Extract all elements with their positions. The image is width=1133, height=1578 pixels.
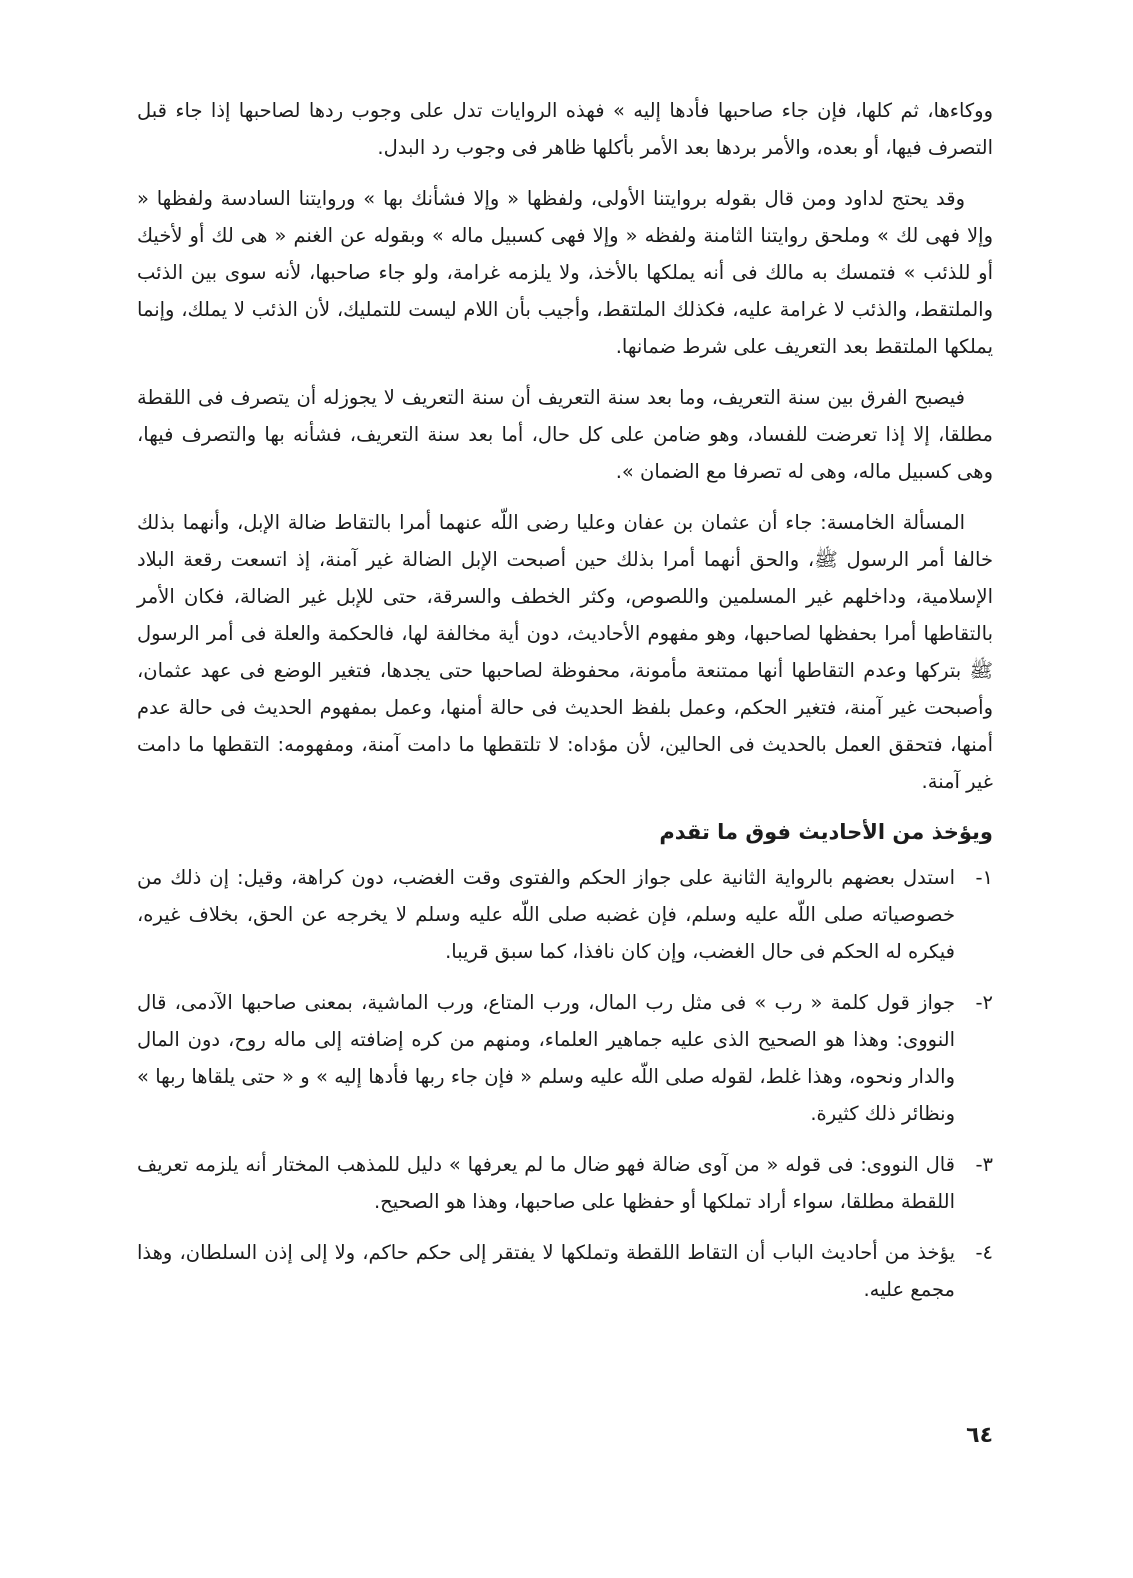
list-item-number: ٢- — [975, 991, 993, 1014]
page-number: ٦٤ — [966, 1423, 993, 1448]
list-item-text: استدل بعضهم بالرواية الثانية على جواز الحكم والفتوى وقت الغضب، دون كراهة، وقيل: إن ذلك من خصوصياته صلى اللّه عليه وسلم، فإن غضبه صلى اللّه عليه وسلم لا يخرجه عن الحق، بخلاف غيره، فيكره له الحكم فى حال الغضب، وإن كان نافذا، كما سبق قريبا. — [137, 866, 955, 963]
list-item-number: ٤- — [975, 1241, 993, 1264]
benefits-list — [137, 859, 993, 1308]
list-item — [137, 984, 993, 1132]
paragraph-fifth-issue: المسألة الخامسة: جاء أن عثمان بن عفان وعليا رضى اللّه عنهما أمرا بالتقاط ضالة الإبل، وأنهما بذلك خالفا أمر الرسول ﷺ، والحق أنهما أمرا بذلك حين أصبحت الإبل الضالة غير آمنة، إذ اتسعت رقعة البلاد الإسلامية، وداخلهم غير المسلمين واللصوص، وكثر الخطف والسرقة، حتى للإبل غير الضالة، فكان الأمر بالتقاطها أمرا بحفظها لصاحبها، وهو مفهوم الأحاديث، دون أية مخالفة لها، فالحكمة والعلة فى أمر الرسول ﷺ بتركها وعدم التقاطها أنها ممتنعة مأمونة، محفوظة لصاحبها حتى يجدها، فتغير الوضع فى عهد عثمان، وأصبحت غير آمنة، فتغير الحكم، وعمل بلفظ الحديث فى حالة أمنها، وعمل بمفهوم الحديث فى حالة عدم أمنها، فتحقق العمل بالحديث فى الحالين، لأن مؤداه: لا تلتقطها ما دامت آمنة، ومفهومه: التقطها ما دامت غير آمنة. — [137, 511, 993, 793]
page-content — [137, 92, 993, 1322]
paragraph-dawud-argument: وقد يحتج لداود ومن قال بقوله بروايتنا الأولى، ولفظها « وإلا فشأنك بها » وروايتنا السادسة ولفظها « وإلا فهى لك » وملحق روايتنا الثامنة ولفظه « وإلا فهى كسبيل ماله » وبقوله عن الغنم « هى لك أو لأخيك أو للذئب » فتمسك به مالك فى أنه يملكها بالأخذ، ولا يلزمه غرامة، ولو جاء صاحبها، لأنه سوى بين الذئب والملتقط، والذئب لا غرامة عليه، فكذلك الملتقط، وأجيب بأن اللام ليست للتمليك، لأن الذئب لا يملك، وإنما يملكها الملتقط بعد التعريف على شرط ضمانها. — [137, 187, 993, 358]
list-item-number: ١- — [975, 866, 993, 889]
list-item — [137, 1234, 993, 1308]
list-item — [137, 859, 993, 970]
list-item-text: جواز قول كلمة « رب » فى مثل رب المال، ورب المتاع، ورب الماشية، بمعنى صاحبها الآدمى، قال النووى: وهذا هو الصحيح الذى عليه جماهير العلماء، ومنهم من كره إضافته إلى ماله روح، دون المال والدار ونحوه، وهذا غلط، لقوله صلى اللّه عليه وسلم « فإن جاء ربها فأدها إليه » و « حتى يلقاها ربها » ونظائر ذلك كثيرة. — [137, 991, 955, 1125]
list-item-text: قال النووى: فى قوله « من آوى ضالة فهو ضال ما لم يعرفها » دليل للمذهب المختار أنه يلزمه تعريف اللقطة مطلقا، سواء أراد تملكها أو حفظها على صاحبها، وهذا هو الصحيح. — [137, 1153, 955, 1213]
section-heading: ويؤخذ من الأحاديث فوق ما تقدم — [659, 820, 993, 844]
list-item — [137, 1146, 993, 1220]
list-item-text: يؤخذ من أحاديث الباب أن التقاط اللقطة وتملكها لا يفتقر إلى حكم حاكم، ولا إلى إذن السلطان، وهذا مجمع عليه. — [137, 1241, 955, 1301]
paragraph-continuation: ووكاءها، ثم كلها، فإن جاء صاحبها فأدها إليه » فهذه الروايات تدل على وجوب ردها لصاحبها إذا جاء قبل التصرف فيها، أو بعده، والأمر بردها بعد الأمر بأكلها ظاهر فى وجوب رد البدل. — [137, 99, 993, 159]
list-item-number: ٣- — [975, 1153, 993, 1176]
paragraph-year-difference: فيصبح الفرق بين سنة التعريف، وما بعد سنة التعريف أن سنة التعريف لا يجوزله أن يتصرف فى اللقطة مطلقا، إلا إذا تعرضت للفساد، وهو ضامن على كل حال، أما بعد سنة التعريف، فشأنه بها والتصرف فيها، وهى كسبيل ماله، وهى له تصرفا مع الضمان ». — [137, 386, 993, 483]
